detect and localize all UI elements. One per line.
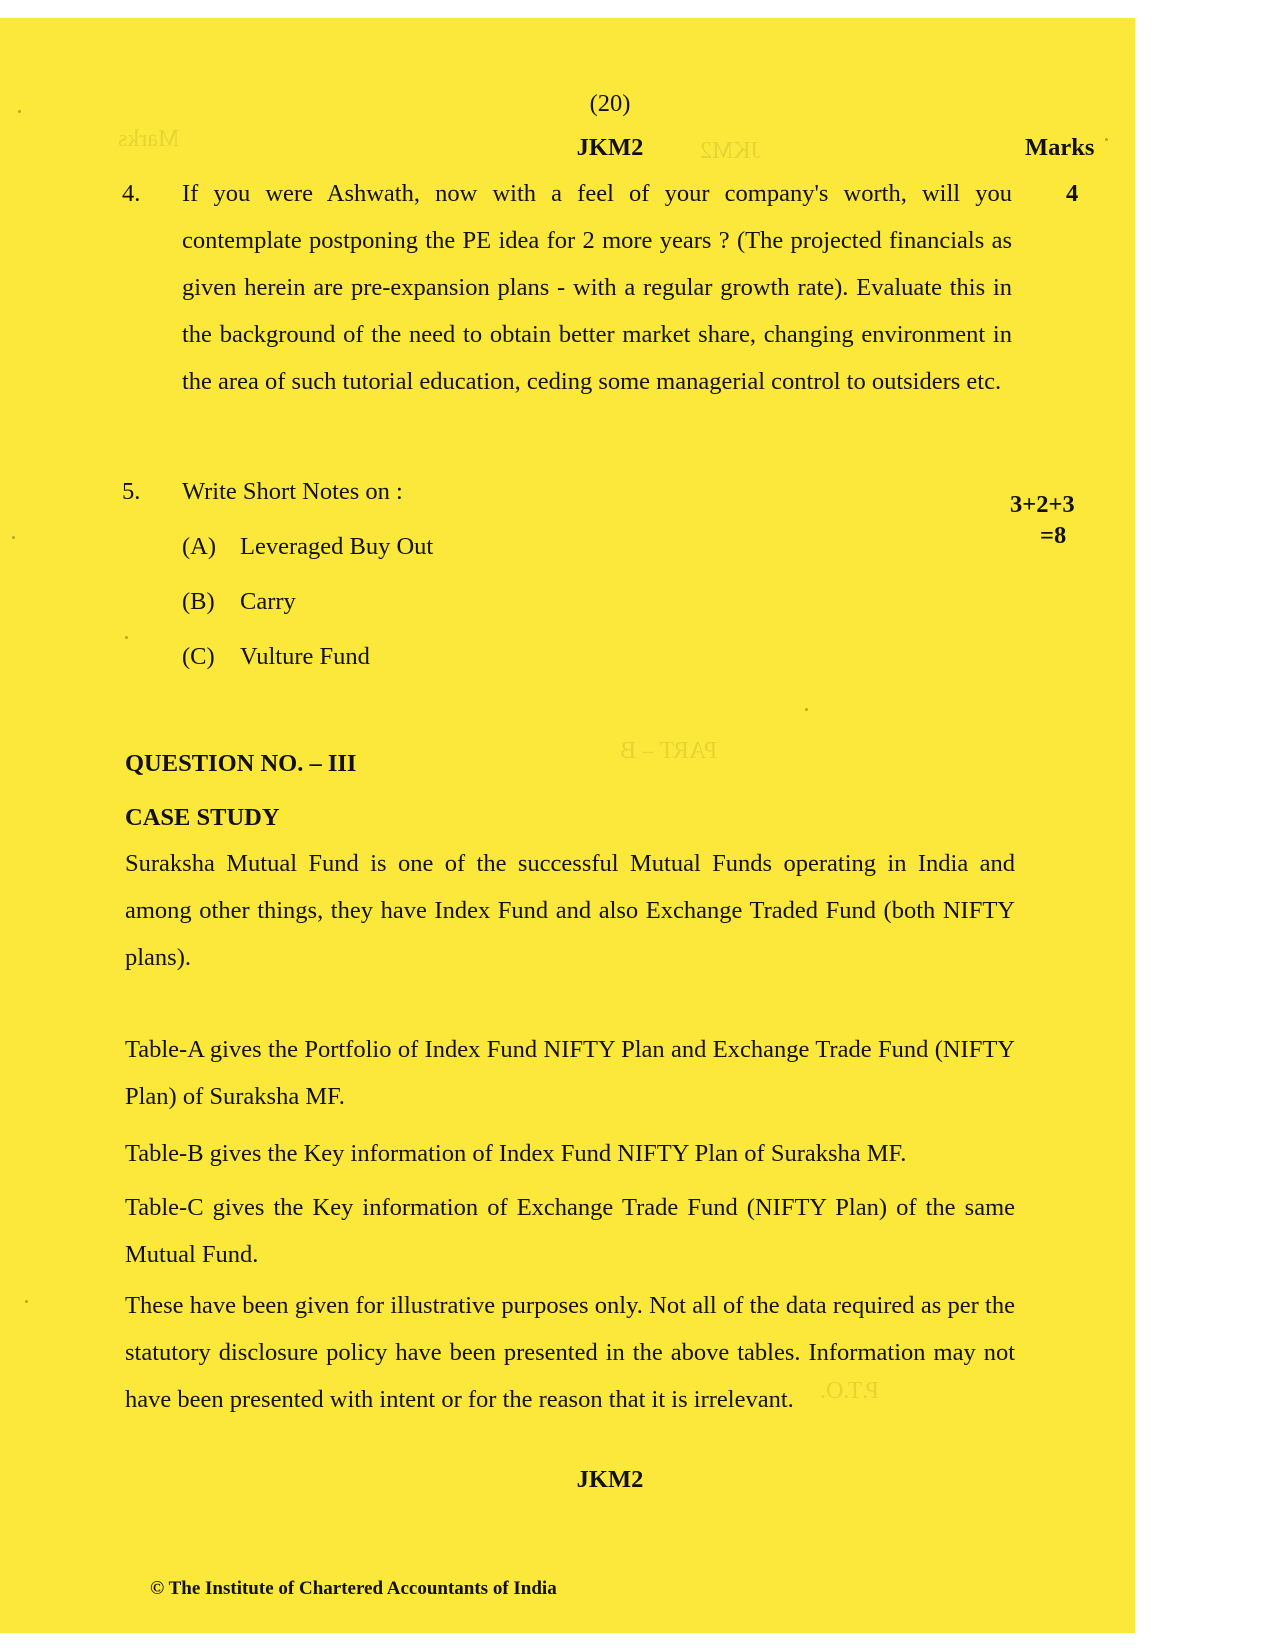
case-study-paragraph: Table-C gives the Key information of Exchange Trade Fund (NIFTY Plan) of the same Mutual Fund. [125, 1194, 1015, 1268]
list-item-label: (B) [182, 588, 215, 615]
list-item: Leveraged Buy Out [240, 533, 434, 560]
list-item: Carry [240, 588, 296, 615]
show-through-text: JKM2 [700, 138, 761, 164]
paper-code-header: JKM2 [576, 134, 644, 161]
exam-page [0, 18, 1135, 1633]
section-subheading: CASE STUDY [125, 804, 280, 831]
show-through-text: PART – B [620, 738, 718, 764]
paper-speck [805, 708, 808, 711]
paper-speck [1105, 138, 1108, 141]
paper-code-footer: JKM2 [576, 1466, 644, 1493]
list-item-label: (A) [182, 533, 217, 560]
marks-column-heading: Marks [1025, 134, 1095, 161]
question-4-text: If you were Ashwath, now with a feel of your company's worth, will you contemplate postponing the PE idea for 2 more years ? (The projected financials as given herein are pre-expansion plans - with a regular growth rate). Evaluate this in the background of the need to obtain better market share, changing environment in the area of such tutorial education, ceding some managerial control to outsiders etc. [182, 180, 1012, 395]
question-5-number: 5. [122, 478, 141, 505]
case-study-paragraph: Suraksha Mutual Fund is one of the successful Mutual Funds operating in India and among other things, they have Index Fund and also Exchange Traded Fund (both NIFTY plans). [125, 850, 1015, 971]
question-4-marks: 4 [1066, 180, 1079, 207]
case-study-paragraph: Table-A gives the Portfolio of Index Fund NIFTY Plan and Exchange Trade Fund (NIFTY Plan) of Suraksha MF. [125, 1036, 1015, 1110]
copyright-notice: © The Institute of Chartered Accountants of India [150, 1578, 557, 1599]
paper-speck [25, 1300, 28, 1303]
paper-speck [12, 536, 15, 539]
show-through-text: P.T.O. [820, 1378, 879, 1404]
question-5-marks-breakdown: 3+2+3 [1010, 491, 1075, 518]
case-study-paragraph: Table-B gives the Key information of Index Fund NIFTY Plan of Suraksha MF. [125, 1140, 907, 1167]
question-4-number: 4. [122, 180, 141, 207]
case-study-paragraph: These have been given for illustrative purposes only. Not all of the data required as per the statutory disclosure policy have been presented in the above tables. Information may not have been presented with intent or for the reason that it is irrelevant. [125, 1292, 1015, 1413]
page-number: (20) [589, 90, 631, 117]
section-heading: QUESTION NO. – III [125, 750, 357, 777]
list-item-label: (C) [182, 643, 215, 670]
show-through-text: Marks [118, 126, 180, 152]
list-item: Vulture Fund [240, 643, 370, 670]
paper-speck [18, 110, 21, 113]
paper-speck [125, 636, 128, 639]
question-5-marks-total: =8 [1040, 522, 1067, 549]
question-5-intro: Write Short Notes on : [182, 478, 403, 505]
